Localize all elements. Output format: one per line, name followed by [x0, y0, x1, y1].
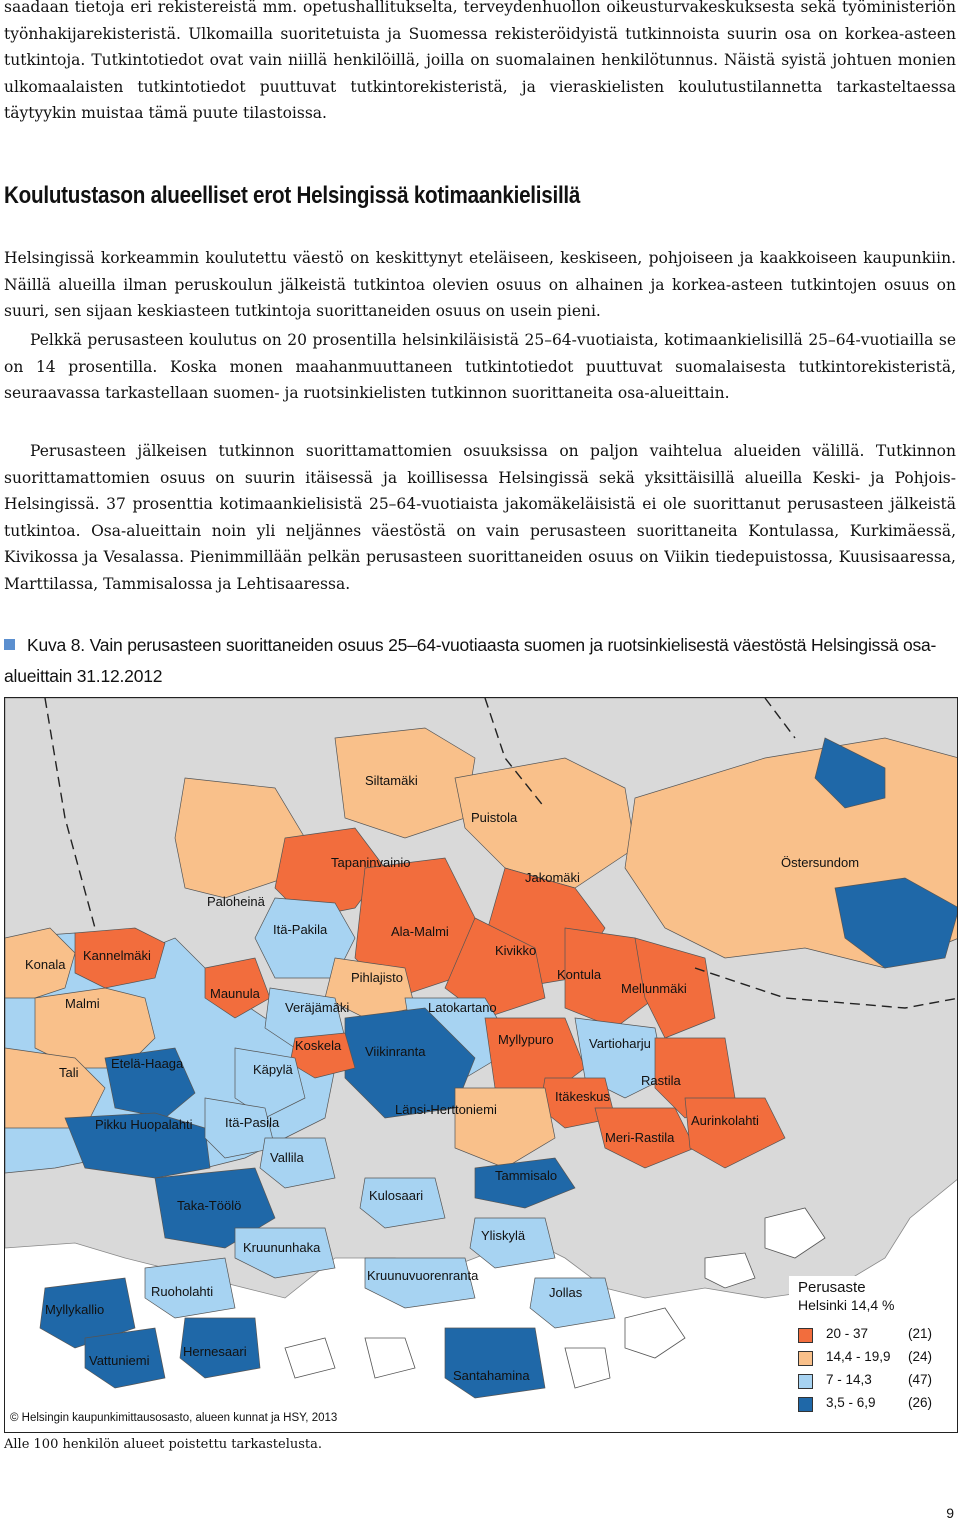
legend-count: (24): [907, 1349, 932, 1364]
section-heading: Koulutustason alueelliset erot Helsingissä kotimaankielisillä: [4, 182, 581, 209]
map-label: Itä-Pasila: [225, 1115, 280, 1130]
paragraph-2: [4, 327, 956, 407]
area-santahamina: [445, 1328, 545, 1398]
legend-swatch: [798, 1351, 813, 1366]
map-label: Meri-Rastila: [605, 1130, 675, 1145]
map-label: Latokartano: [428, 1000, 497, 1015]
legend-count: (47): [907, 1372, 932, 1387]
square-bullet-icon: [4, 639, 15, 650]
map-label: Länsi-Herttoniemi: [395, 1102, 497, 1117]
legend-range: 20 - 37: [826, 1326, 869, 1341]
legend-row: [798, 1372, 948, 1392]
paragraph-3-text: Perusasteen jälkeisen tutkinnon suorittamattomien osuuksissa on paljon vaihtelua alueiden välillä. Tutkinnon suorittamattomien osuus on suurin itäisessä ja koillisessa Helsingissä sekä yksittäisillä alueilla Keski- ja Pohjois-Helsingissä. 37 prosenttia kotimaankielisistä 25–64-vuotiaista jakomäkeläisistä ei ole suorittanut perusasteen jälkeistä tutkintoa. Osa-alueittain noin yli neljännes väestöstä on vain perusasteen suorittaneita Kontulassa, Kurkimäessä, Kivikossa ja Vesalassa. Pienimmillään pelkän perusasteen suorittaneiden osuus on Viikin tiedepuistossa, Kuusisaaressa, Marttilassa, Tammisalossa ja Lehtisaaressa.: [4, 442, 956, 593]
legend-count: (21): [907, 1326, 932, 1341]
paragraph-3: [4, 438, 956, 598]
map-label: Kruununhaka: [243, 1240, 321, 1255]
map-label: Vattuniemi: [89, 1353, 150, 1368]
map-label: Etelä-Haaga: [111, 1056, 184, 1071]
map-label: Kulosaari: [369, 1188, 424, 1203]
map-label: Taka-Töölö: [177, 1198, 242, 1213]
legend-row: [798, 1395, 948, 1415]
map-label: Viikinranta: [365, 1044, 426, 1059]
map-label: Koskela: [295, 1038, 342, 1053]
figure-caption: [4, 630, 954, 692]
legend-row: [798, 1326, 948, 1346]
legend-count: (26): [907, 1395, 932, 1410]
map-label: Veräjämäki: [285, 1000, 350, 1015]
map-label: Vartioharju: [589, 1036, 651, 1051]
area-yliskyla: [470, 1218, 555, 1268]
map-label: Jakomäki: [525, 870, 580, 885]
map-label: Jollas: [549, 1285, 583, 1300]
map-label: Käpylä: [253, 1062, 293, 1077]
map-label: Aurinkolahti: [691, 1113, 759, 1128]
map-label: Konala: [25, 957, 66, 972]
map-label: Puistola: [471, 810, 518, 825]
map-label: Tali: [59, 1065, 79, 1080]
legend-swatch: [798, 1397, 813, 1412]
legend-range: 7 - 14,3: [826, 1372, 872, 1387]
map-label: Malmi: [65, 996, 100, 1011]
figure-caption-text: Kuva 8. Vain perusasteen suorittaneiden osuus 25–64-vuotiaasta suomen ja ruotsinkielisestä väestöstä Helsingissä osa-alueittain 31.12.2012: [4, 635, 937, 686]
map-label: Kivikko: [495, 943, 537, 958]
map-label: Paloheinä: [207, 894, 265, 909]
map-label: Ruoholahti: [151, 1284, 214, 1299]
legend-swatch: [798, 1328, 813, 1343]
map-label: Myllypuro: [498, 1032, 554, 1047]
map-label: Itäkeskus: [555, 1089, 610, 1104]
paragraph-2-text: Pelkkä perusasteen koulutus on 20 prosentilla helsinkiläisistä 25–64-vuotiaista, kotimaankielisillä 25–64-vuotiailla se on 14 prosentilla. Koska monen maahanmuuttaneen tutkintotiedot puuttuvat suomalaisesta tutkintorekisteristä, seuraavassa tarkastellaan suomen- ja ruotsinkielisten tutkinnon suorittaneita osa-alueittain.: [4, 331, 956, 403]
map-legend: [789, 1276, 951, 1428]
island-6: [565, 1348, 610, 1388]
island-5: [285, 1338, 335, 1378]
legend-range: 14,4 - 19,9: [826, 1349, 891, 1364]
map-label: Östersundom: [781, 855, 860, 870]
legend-subtitle: Helsinki 14,4 %: [798, 1297, 895, 1313]
map-label: Yliskylä: [481, 1228, 526, 1243]
map-label: Kannelmäki: [83, 948, 151, 963]
map-label: Kontula: [557, 967, 602, 982]
map-label: Kruunuvuorenranta: [367, 1268, 479, 1283]
island-3: [625, 1308, 685, 1358]
map-copyright: © Helsingin kaupunkimittausosasto, alueen kunnat ja HSY, 2013: [10, 1412, 338, 1424]
map-label: Myllykallio: [45, 1302, 105, 1317]
map-label: Tapaninvainio: [331, 855, 411, 870]
map-label: Vallila: [270, 1150, 304, 1165]
map-label: Maunula: [210, 986, 260, 1001]
map-label: Itä-Pakila: [273, 922, 328, 937]
map-label: Ala-Malmi: [391, 924, 449, 939]
map-label: Mellunmäki: [621, 981, 687, 996]
legend-swatch: [798, 1374, 813, 1389]
page-number: 9: [946, 1505, 954, 1521]
map-label: Tammisalo: [495, 1168, 558, 1183]
map-label: Rastila: [641, 1073, 681, 1088]
legend-range: 3,5 - 6,9: [826, 1395, 876, 1410]
map-label: Siltamäki: [365, 773, 418, 788]
map-label: Santahamina: [453, 1368, 530, 1383]
paragraph-1-text: Helsingissä korkeammin koulutettu väestö on keskittynyt eteläiseen, keskiseen, pohjoiseen ja kaakkoiseen kaupunkiin. Näillä alueilla ilman peruskoulun jälkeistä tutkintoa olevien osuus on alhainen ja korkea-asteen tutkintojen osuus on suuri, sen sijaan keskiasteen tutkintoja suorittaneiden osuus on usein pieni.: [4, 249, 956, 321]
legend-row: [798, 1349, 948, 1369]
paragraph-1: [4, 245, 956, 325]
intro-paragraph: saadaan tietoja eri rekistereistä mm. opetushallitukselta, terveydenhuollon oikeusturvakeskuksesta sekä työministeriön työnhakijarekisteristä. Ulkomailla suoritetuista ja Suomessa rekisteröidyistä tutkinnoista suurin osa on korkea-asteen tutkintoja. Tutkintotiedot ovat vain niillä henkilöillä, joilla on suomalainen henkilötunnus. Näistä syistä johtuen monien ulkomaalaisten tutkintotiedot puuttuvat tutkintorekisteristä, ja vieraskielisten koulutustilannetta tarkasteltaessa täytyykin muistaa tämä puute tilastoissa.: [4, 0, 956, 123]
legend-title: Perusaste: [798, 1279, 866, 1296]
map-label: Pihlajisto: [351, 970, 404, 985]
map-label: Pikku Huopalahti: [95, 1117, 193, 1132]
footnote: Alle 100 henkilön alueet poistettu tarkastelusta.: [4, 1437, 323, 1452]
area-kruunuvuorenranta: [365, 1258, 475, 1308]
island-4: [365, 1338, 415, 1378]
map-label: Hernesaari: [183, 1344, 247, 1359]
